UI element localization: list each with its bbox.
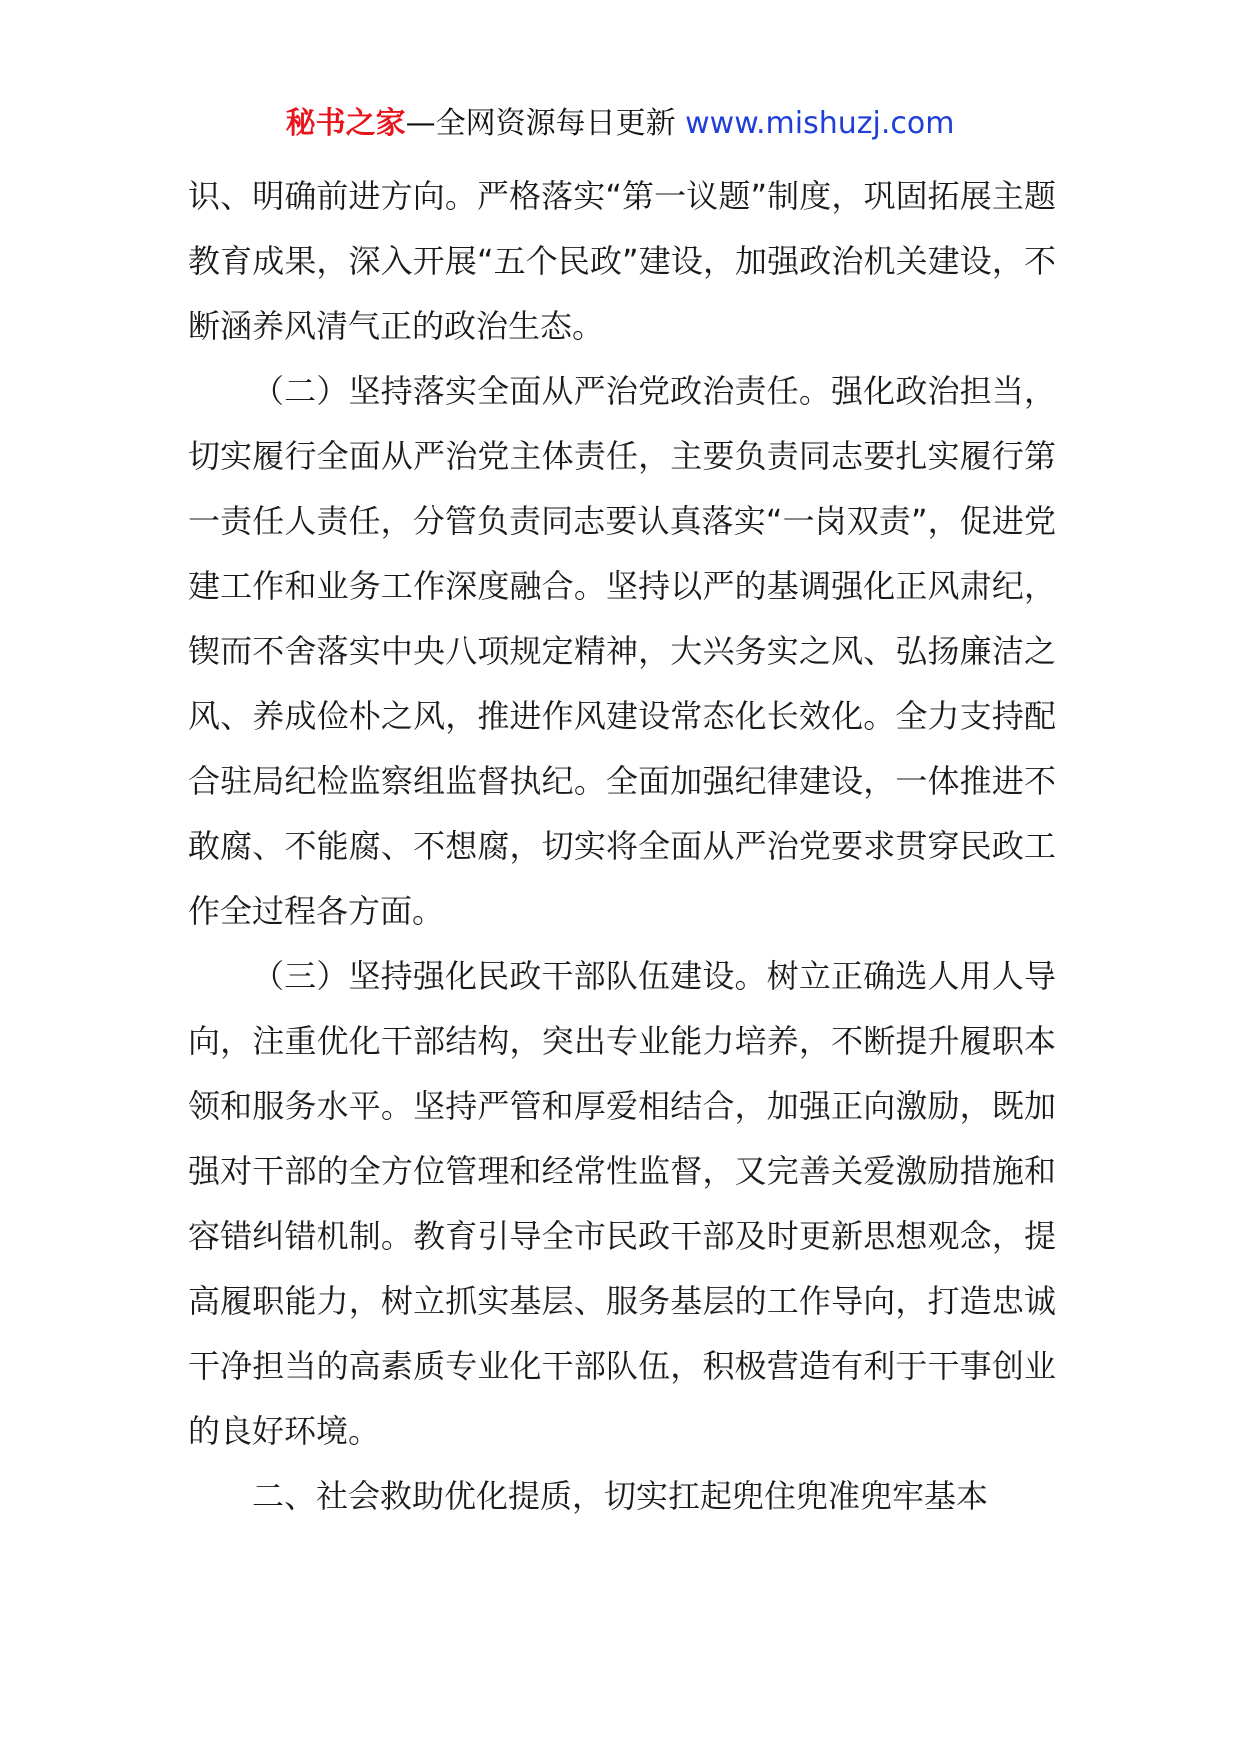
site-url: www.mishuzj.com — [685, 106, 955, 141]
paragraph-section-2: （二）坚持落实全面从严治党政治责任。强化政治担当，切实履行全面从严治党主体责任，主要负责同志要扎实履行第一责任人责任，分管负责同志要认真落实“一岗双责”，促进党建工作和业务工作深度融合。坚持以严的基调强化正风肃纪，锲而不舍落实中央八项规定精神，大兴务实之风、弘扬廉洁之风、养成俭朴之风，推进作风建设常态化长效化。全力支持配合驻局纪检监察组监督执纪。全面加强纪律建设，一体推进不敢腐、不能腐、不想腐，切实将全面从严治党要求贯穿民政工作全过程各方面。 — [188, 372, 1056, 930]
document-body — [188, 164, 1056, 1529]
page-header — [0, 100, 1240, 148]
site-slogan: —全网资源每日更新 — [405, 106, 676, 141]
section-heading: 二、社会救助优化提质，切实扛起兜住兜准兜牢基本 — [252, 1477, 989, 1515]
paragraph-section-3: （三）坚持强化民政干部队伍建设。树立正确选人用人导向，注重优化干部结构，突出专业能力培养，不断提升履职本领和服务水平。坚持严管和厚爱相结合，加强正向激励，既加强对干部的全方位管理和经常性监督，又完善关爱激励措施和容错纠错机制。教育引导全市民政干部及时更新思想观念，提高履职能力，树立抓实基层、服务基层的工作导向，打造忠诚干净担当的高素质专业化干部队伍，积极营造有利于干事创业的良好环境。 — [188, 957, 1056, 1450]
paragraph-continuation: 识、明确前进方向。严格落实“第一议题”制度，巩固拓展主题教育成果，深入开展“五个民政”建设，加强政治机关建设，不断涵养风清气正的政治生态。 — [188, 177, 1056, 345]
site-brand: 秘书之家 — [285, 106, 406, 141]
